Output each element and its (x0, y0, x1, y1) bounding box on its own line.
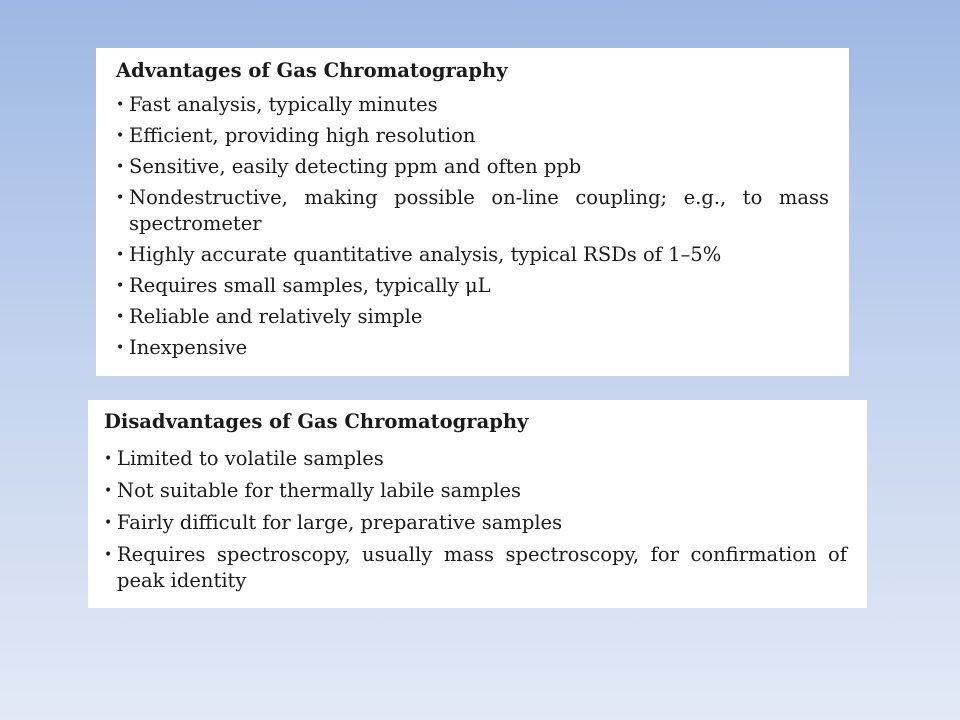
advantage-item: • Efficient, providing high resolution (116, 123, 829, 149)
disadvantage-item: • Limited to volatile samples (104, 446, 847, 472)
advantage-item: • Sensitive, easily detecting ppm and often ppb (116, 154, 829, 180)
disadvantage-item: • Requires spectroscopy, usually mass spectroscopy, for confirmation of peak identity (104, 542, 847, 594)
disadvantages-panel (88, 400, 867, 608)
advantage-item: • Reliable and relatively simple (116, 304, 829, 330)
disadvantage-item: • Fairly difficult for large, preparative samples (104, 510, 847, 536)
advantage-item: • Requires small samples, typically μL (116, 273, 829, 299)
disadvantages-list (104, 446, 847, 594)
advantages-list (116, 92, 829, 361)
advantage-item: • Inexpensive (116, 335, 829, 361)
advantages-title: Advantages of Gas Chromatography (116, 59, 508, 82)
advantages-panel (96, 48, 849, 376)
disadvantage-item: • Not suitable for thermally labile samples (104, 478, 847, 504)
advantage-item: • Fast analysis, typically minutes (116, 92, 829, 118)
disadvantages-title: Disadvantages of Gas Chromatography (104, 410, 529, 433)
advantage-item: • Highly accurate quantitative analysis, typical RSDs of 1–5% (116, 242, 829, 268)
advantage-item: • Nondestructive, making possible on-line coupling; e.g., to mass spectrometer (116, 185, 829, 237)
